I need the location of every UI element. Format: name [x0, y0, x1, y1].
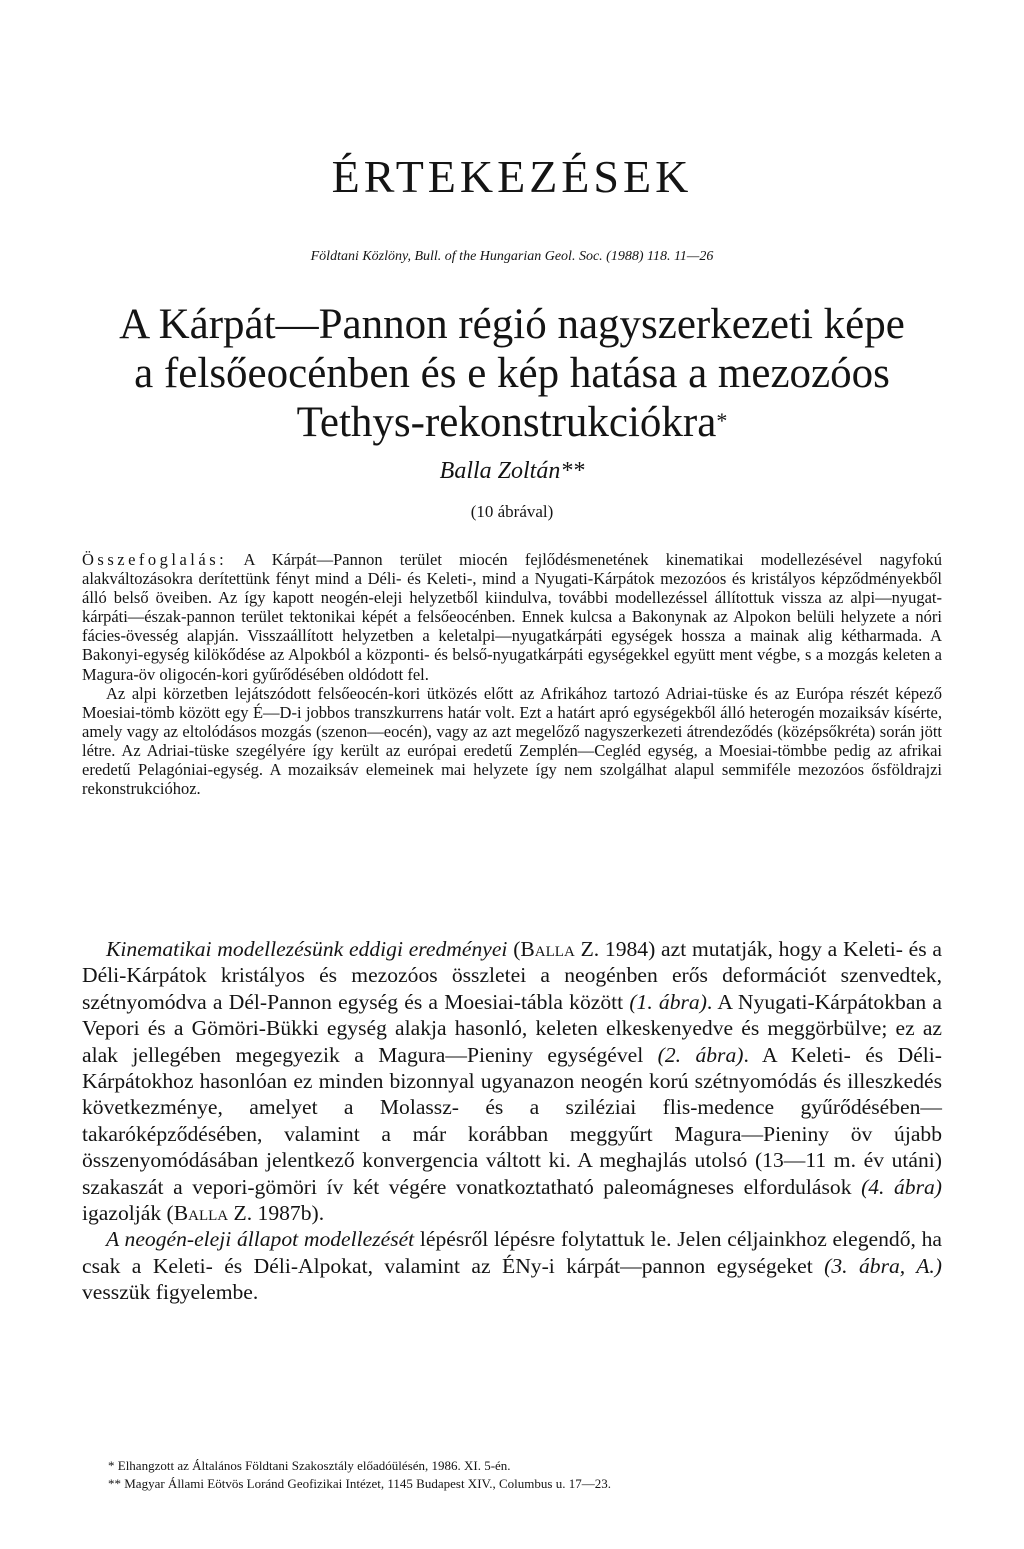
author-name: Balla Zoltán**: [439, 458, 585, 484]
paragraph-2-lead: A neogén-eleji állapot modellezését: [106, 1227, 415, 1252]
title-line-2: a felsőeocénben és e kép hatása a mezozóos: [134, 350, 890, 397]
footnote-2: ** Magyar Állami Eötvös Loránd Geofizikai Intézet, 1145 Budapest XIV., Columbus u. 17—23.: [108, 1476, 611, 1491]
article-title: [82, 300, 942, 447]
abstract-paragraph-1-text: A Kárpát—Pannon terület miocén fejlődésmenetének kinematikai modellezésével nagyfokú alakváltozásokra derítettünk fényt mind a Déli- és Keleti-, mind a Nyugati-Kárpátok mezozóos és kristályos képződményekből álló belső öveiben. Az így kapott neogén-eleji helyzetből kiindulva, további modellezéssel állítottuk vissza az alpi—nyugat-kárpáti—észak-pannon terület tektonikai képét a felsőeocénben. Ennek kulcsa a Bakonynak az Alpokon belüli helyzete a nóri fácies-övesség alapján. Visszaállított helyzetben a keletalpi—nyugatkárpáti egységek hossza a mainak alig kétharmada. A Bakonyi-egység kilökődése az Alpokból a központi- és belső-nyugatkárpáti egységekkel együtt ment végbe, s a mozgás keleten a Magura-öv oligocén-kori gyűrődésében oldódott fel.: [82, 550, 942, 684]
reference-author-1: Balla: [520, 937, 575, 961]
figure-ref-1: (1. ábra): [629, 989, 707, 1014]
title-line-3: [82, 398, 942, 447]
figure-ref-3: (3. ábra, A.): [824, 1253, 942, 1278]
abstract-label: Összefoglalás:: [82, 550, 228, 569]
body-text: [82, 936, 942, 1306]
footnote-1: * Elhangzott az Általános Földtani Szakosztály előadóülésén, 1986. XI. 5-én.: [108, 1458, 511, 1473]
reference-year-1: Z. 1984): [574, 937, 656, 961]
paragraph-1-text-c: . A Keleti- és Déli-Kárpátokhoz hasonlóan ez minden bizonnyal ugyanazon neogén korú szétnyomódás és illeszkedés következménye, amelyet a Molassz- és a sziléziai flis-medence gyűrődésében—takaróképződésében, valamint a már korábban meggyűrt Magura—Pieniny öv újabb összenyomódásában jelentkező konvergencia váltott ki. A meghajlás utolsó (13—11 m. év utáni) szakaszát a vepori-gömöri ív két végére vonatkoztatható paleomágneses elfordulások: [82, 1042, 942, 1199]
title-line-1: A Kárpát—Pannon régió nagyszerkezeti képe: [119, 301, 905, 348]
title-footnote-mark: *: [716, 408, 728, 433]
paragraph-2-text-a: lépésről lépésre folytattuk le. Jelen céljainkhoz elegendő, ha csak a Keleti- és Déli-Alpokat, valamint az ÉNy-i kárpát—pannon egységeket: [82, 1227, 942, 1278]
figure-ref-2: (2. ábra): [657, 1042, 744, 1067]
body-paragraph-2: [82, 1226, 942, 1305]
title-line-3-text: Tethys-rekonstrukciókra: [296, 399, 717, 446]
paragraph-1-lead: Kinematikai modellezésünk eddigi eredményei: [106, 937, 508, 961]
reference-author-2: Balla: [173, 1201, 229, 1226]
paragraph-2-text-b: vesszük figyelembe.: [82, 1280, 259, 1305]
paragraph-1-text-d: igazolják (: [82, 1201, 174, 1226]
footnotes: [82, 1457, 942, 1493]
paragraph-1-text-a: azt mutatják, hogy a Keleti- és a Déli-Kárpátok kristályos és mezozóos összletei a neogénben erős deformációt szenvedtek, szétnyomódva a Dél-Pannon egység és a Moesiai-tábla között: [82, 937, 943, 1014]
abstract: [82, 550, 942, 798]
body-paragraph-1: [82, 936, 942, 1226]
journal-citation: Földtani Közlöny, Bull. of the Hungarian Geol. Soc. (1988) 118. 11—26: [310, 249, 714, 264]
figure-ref-4: (4. ábra): [861, 1174, 942, 1199]
reference-open: (: [513, 937, 521, 961]
reference-year-2: Z. 1987b).: [228, 1201, 325, 1226]
section-heading: ÉRTEKEZÉSEK: [331, 151, 693, 202]
paragraph-1-text-b: . A Nyugati-Kárpátokban a Vepori és a Gömöri-Bükki egység alakja hasonló, keleten elkeskenyedve és meggörbülve; ez az alak jellegében megegyezik a Magura—Pieniny egységével: [82, 989, 942, 1067]
figure-count: (10 ábrával): [470, 502, 554, 521]
abstract-paragraph-1: [82, 550, 942, 684]
abstract-paragraph-2: Az alpi körzetben lejátszódott felsőeocén-kori ütközés előtt az Afrikához tartozó Adriai-tüske és az Európa részét képező Moesiai-tömb között egy É—D-i jobbos transzkurrens határ volt. Ezt a határt apró egységekből álló heterogén mozaiksáv kísérte, amely vagy az eltolódásos mozgás (szenon—eocén), vagy az azt megelőző nagyszerkezeti átrendeződés (középsőkréta) során jött létre. Az Adriai-tüske szegélyére így került az európai eredetű Zemplén—Cegléd egység, a Moesiai-tömbbe pedig az afrikai eredetű Pelagóniai-egység. A mozaiksáv elemeinek mai helyzete így nem szolgálhat alapul semmiféle mezozóos ősföldrajzi rekonstrukcióhoz.: [82, 683, 942, 799]
